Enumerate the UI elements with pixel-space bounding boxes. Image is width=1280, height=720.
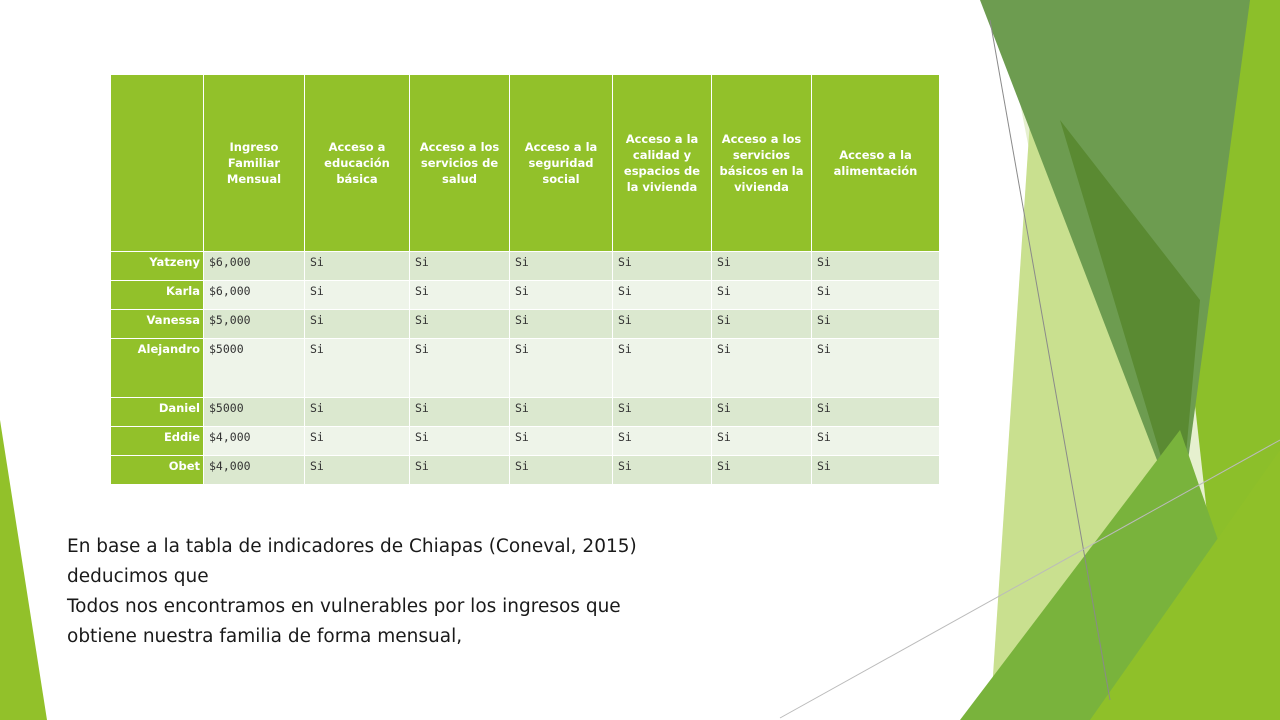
value-cell: Si [613, 310, 712, 339]
value-cell: Si [305, 427, 410, 456]
value-cell: Si [712, 281, 812, 310]
value-cell: Si [410, 456, 510, 485]
value-cell: Si [510, 310, 613, 339]
header-cell-empty [111, 75, 204, 252]
table-row [111, 427, 940, 456]
value-cell: Si [712, 310, 812, 339]
value-cell: Si [305, 456, 410, 485]
conclusion-text [67, 532, 707, 652]
header-cell-housing-quality: Acceso a la calidad y espacios de la vivienda [613, 75, 712, 252]
conclusion-line: obtiene nuestra familia de forma mensual, [67, 626, 463, 647]
header-cell-income: Ingreso Familiar Mensual [204, 75, 305, 252]
left-green-sliver [0, 420, 47, 720]
header-cell-health: Acceso a los servicios de salud [410, 75, 510, 252]
value-cell: Si [712, 252, 812, 281]
value-cell: Si [510, 398, 613, 427]
value-cell: Si [812, 252, 940, 281]
value-cell: Si [410, 427, 510, 456]
row-name-cell: Yatzeny [111, 252, 204, 281]
value-cell: Si [510, 281, 613, 310]
header-cell-basic-services: Acceso a los servicios básicos en la vivienda [712, 75, 812, 252]
conclusion-line: deducimos que [67, 566, 209, 587]
row-name-cell: Eddie [111, 427, 204, 456]
value-cell: Si [410, 398, 510, 427]
table-row [111, 339, 940, 398]
row-name-cell: Vanessa [111, 310, 204, 339]
table-row [111, 456, 940, 485]
row-name-cell: Daniel [111, 398, 204, 427]
income-cell: $5000 [204, 339, 305, 398]
value-cell: Si [613, 398, 712, 427]
table-header-row [111, 75, 940, 252]
value-cell: Si [305, 339, 410, 398]
value-cell: Si [712, 398, 812, 427]
value-cell: Si [712, 339, 812, 398]
conclusion-line: En base a la tabla de indicadores de Chiapas (Coneval, 2015) [67, 536, 637, 557]
table-row [111, 281, 940, 310]
header-cell-social-security: Acceso a la seguridad social [510, 75, 613, 252]
table-row [111, 398, 940, 427]
header-cell-education: Acceso a educación básica [305, 75, 410, 252]
row-name-cell: Alejandro [111, 339, 204, 398]
value-cell: Si [613, 427, 712, 456]
table-row [111, 310, 940, 339]
income-cell: $6,000 [204, 252, 305, 281]
row-name-cell: Obet [111, 456, 204, 485]
value-cell: Si [305, 310, 410, 339]
value-cell: Si [410, 310, 510, 339]
value-cell: Si [812, 398, 940, 427]
value-cell: Si [410, 252, 510, 281]
row-name-cell: Karla [111, 281, 204, 310]
value-cell: Si [305, 281, 410, 310]
value-cell: Si [712, 427, 812, 456]
value-cell: Si [613, 281, 712, 310]
value-cell: Si [712, 456, 812, 485]
value-cell: Si [812, 310, 940, 339]
value-cell: Si [613, 252, 712, 281]
value-cell: Si [510, 252, 613, 281]
income-cell: $5000 [204, 398, 305, 427]
value-cell: Si [510, 456, 613, 485]
income-cell: $4,000 [204, 456, 305, 485]
table-row [111, 252, 940, 281]
value-cell: Si [613, 456, 712, 485]
indicators-table [110, 74, 940, 485]
value-cell: Si [410, 339, 510, 398]
value-cell: Si [812, 456, 940, 485]
income-cell: $5,000 [204, 310, 305, 339]
value-cell: Si [613, 339, 712, 398]
value-cell: Si [510, 339, 613, 398]
value-cell: Si [812, 339, 940, 398]
value-cell: Si [305, 398, 410, 427]
header-cell-food: Acceso a la alimentación [812, 75, 940, 252]
value-cell: Si [510, 427, 613, 456]
value-cell: Si [305, 252, 410, 281]
value-cell: Si [410, 281, 510, 310]
value-cell: Si [812, 281, 940, 310]
value-cell: Si [812, 427, 940, 456]
income-cell: $6,000 [204, 281, 305, 310]
conclusion-line: Todos nos encontramos en vulnerables por los ingresos que [67, 596, 621, 617]
income-cell: $4,000 [204, 427, 305, 456]
